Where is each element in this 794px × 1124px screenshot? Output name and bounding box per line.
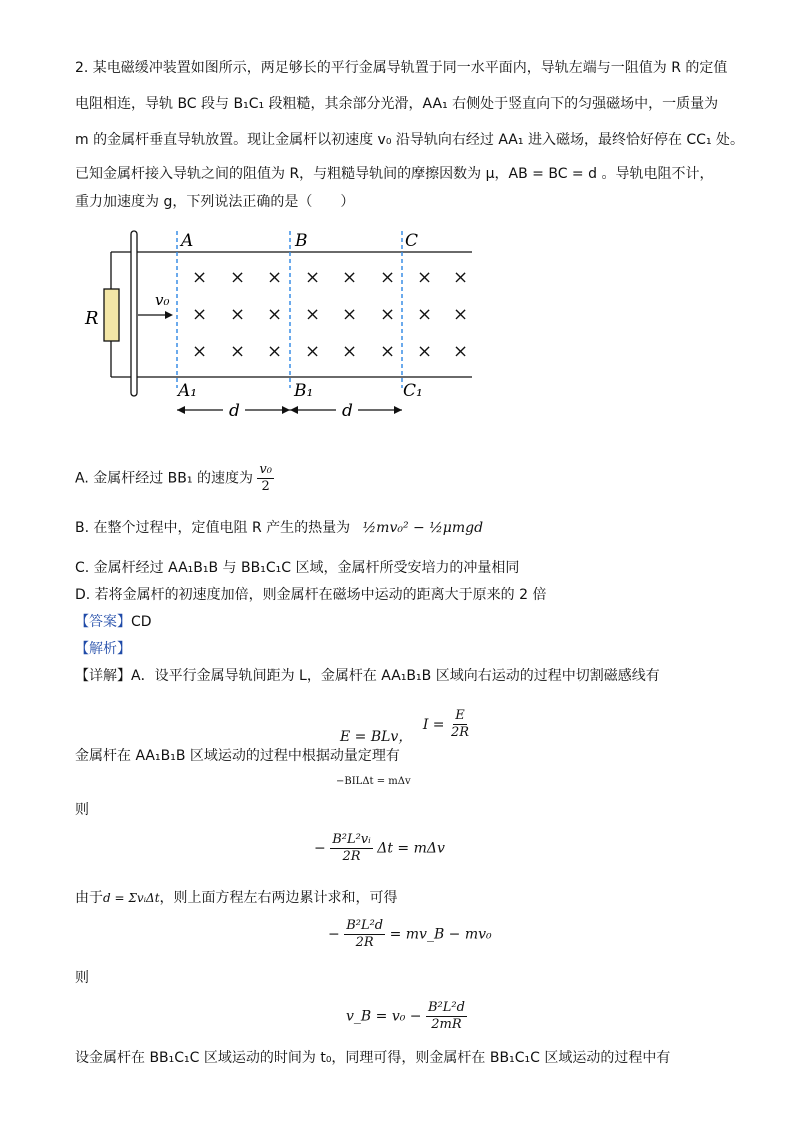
label-C1: C₁ <box>403 381 423 401</box>
label-C: C <box>405 231 419 251</box>
detail-line-4: 设金属杆在 BB₁C₁C 区域运动的时间为 t₀，同理可得，则金属杆在 BB₁C₁C 区域运动的过程中有 <box>75 1050 671 1066</box>
resistor <box>104 289 119 341</box>
label-B1: B₁ <box>294 381 314 401</box>
field-x: × <box>267 267 283 288</box>
field-x: × <box>192 341 208 362</box>
field-x: × <box>267 304 283 325</box>
field-x: × <box>305 341 321 362</box>
magnetic-field <box>192 267 468 362</box>
equation-4: − $\frac{\text{B²L²d}}{2R}$ = mv_B − mv₀ <box>328 918 492 950</box>
distance-label-1: d <box>229 401 240 421</box>
answer-line <box>75 612 152 632</box>
field-x: × <box>230 304 246 325</box>
circuit-figure <box>80 226 480 426</box>
field-x: × <box>192 304 208 325</box>
label-B: B <box>295 231 308 251</box>
label-A: A <box>181 231 194 251</box>
field-x: × <box>417 267 433 288</box>
field-x: × <box>342 341 358 362</box>
analysis-line <box>75 639 131 659</box>
detail-line-3: 由于d = ΣvᵢΔt，则上面方程左右两边累计求和，可得 <box>75 890 398 906</box>
detail-tag: 【详解】 <box>75 668 131 684</box>
field-x: × <box>453 304 469 325</box>
distance-label-2: d <box>342 401 353 421</box>
option-a-fraction: $\frac{\text{v₀}}{2}$ <box>259 462 272 494</box>
label-A1: A₁ <box>178 381 198 401</box>
option-d: D. 若将金属杆的初速度加倍，则金属杆在磁场中运动的距离大于原来的 2 倍 <box>75 587 547 603</box>
question-line-4: 已知金属杆接入导轨之间的阻值为 R，与粗糙导轨间的摩擦因数为 μ，AB = BC = d 。导轨电阻不计， <box>75 166 714 182</box>
question-line-3: m 的金属杆垂直导轨放置。现让金属杆以初速度 v₀ 沿导轨向右经过 AA₁ 进入磁场，最终恰好停在 CC₁ 处。 <box>75 132 745 148</box>
question-line-2: 电阻相连，导轨 BC 段与 B₁C₁ 段粗糙，其余部分光滑，AA₁ 右侧处于竖直向下的匀强磁场中，一质量为 <box>75 96 719 112</box>
field-x: × <box>453 341 469 362</box>
question-line-1: 2. 某电磁缓冲装置如图所示，两足够长的平行金属导轨置于同一水平面内，导轨左端与一阻值为 R 的定值 <box>75 60 728 76</box>
field-x: × <box>342 267 358 288</box>
option-a <box>75 462 274 495</box>
field-x: × <box>267 341 283 362</box>
equation-momentum: −BILΔt = mΔv <box>336 776 411 787</box>
detail-line-1 <box>75 666 660 686</box>
field-x: × <box>380 304 396 325</box>
field-x: × <box>380 267 396 288</box>
then-2: 则 <box>75 970 89 986</box>
option-b-text: B. 在整个过程中，定值电阻 R 产生的热量为 <box>75 520 351 536</box>
field-x: × <box>230 341 246 362</box>
field-x: × <box>417 341 433 362</box>
option-b <box>75 518 483 538</box>
equation-3: − $\frac{\text{B²L²vᵢ}}{2R}$ Δt = mΔv <box>314 832 445 864</box>
then-1: 则 <box>75 802 89 818</box>
field-x: × <box>453 267 469 288</box>
answer-tag: 【答案】 <box>75 614 131 630</box>
resistor-label: R <box>85 308 99 329</box>
metal-rod <box>131 231 137 396</box>
field-x: × <box>417 304 433 325</box>
analysis-tag: 【解析】 <box>75 641 131 657</box>
field-x: × <box>230 267 246 288</box>
detail-text-1: A．设平行金属导轨间距为 L，金属杆在 AA₁B₁B 区域向右运动的过程中切割磁感线有 <box>131 668 660 684</box>
field-x: × <box>192 267 208 288</box>
field-x: × <box>305 267 321 288</box>
velocity-label: v₀ <box>155 291 170 309</box>
equation-emf: E = BLv， I = $\frac{E}{2R}$ <box>340 708 470 745</box>
option-b-formula: ½mv₀² − ½μmgd <box>362 520 484 536</box>
field-x: × <box>380 341 396 362</box>
field-x: × <box>342 304 358 325</box>
detail-line-2: 金属杆在 AA₁B₁B 区域运动的过程中根据动量定理有 <box>75 748 400 764</box>
answer-value: CD <box>131 614 152 630</box>
field-x: × <box>305 304 321 325</box>
equation-5: v_B = v₀ − $\frac{\text{B²L²d}}{2mR}$ <box>346 1000 465 1032</box>
option-c: C. 金属杆经过 AA₁B₁B 与 BB₁C₁C 区域，金属杆所受安培力的冲量相同 <box>75 560 520 576</box>
option-a-text: A. 金属杆经过 BB₁ 的速度为 <box>75 470 253 487</box>
question-line-5: 重力加速度为 g，下列说法正确的是（ ） <box>75 194 355 210</box>
